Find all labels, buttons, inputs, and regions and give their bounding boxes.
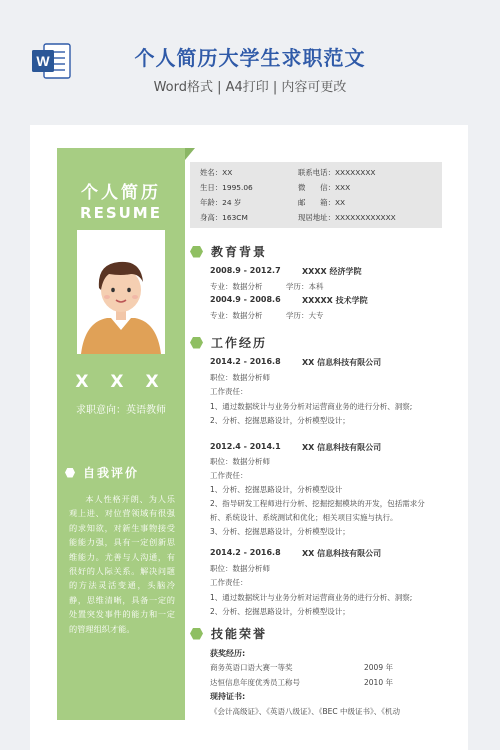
work-line: 2、分析、挖掘思路设计，分析模型设计； bbox=[210, 416, 350, 425]
certs-list: 《会计高级证》、《英语八级证》、《BEC 中级证书》、《机动 bbox=[210, 707, 401, 716]
info-row bbox=[190, 197, 442, 212]
work-line: 1、通过数据统计与业务分析对运营商业务的进行分析、洞察; bbox=[210, 593, 413, 602]
work-company: XX 信息科技有限公司 bbox=[302, 443, 382, 452]
certs-title: 现持证书: bbox=[210, 692, 246, 701]
info-right: 联系电话：XXXXXXXX bbox=[298, 168, 376, 177]
award-year: 2009 年 bbox=[364, 663, 393, 672]
work-line: 析、系统设计、系统测试和优化；相关项目实施与执行。 bbox=[210, 513, 398, 522]
hexagon-icon bbox=[190, 628, 203, 640]
info-left: 身高：163CM bbox=[200, 213, 248, 222]
work-line: 1、分析、挖掘思路设计，分析模型设计 bbox=[210, 485, 343, 494]
work-line: 2、指导研发工程师进行分析、挖掘挖掘模块的开发，包括需求分 bbox=[210, 499, 425, 508]
edu-major: 专业：数据分析 bbox=[210, 311, 263, 320]
work-position: 职位：数据分析师 bbox=[210, 457, 270, 466]
info-left: 生日：1995.06 bbox=[200, 183, 253, 192]
work-position: 职位：数据分析师 bbox=[210, 564, 270, 573]
info-right: 邮 箱：XX bbox=[298, 198, 346, 207]
job-intent: 求职意向：英语教师 bbox=[76, 405, 166, 416]
edu-date: 2004.9 - 2008.6 bbox=[210, 295, 281, 304]
basic-info-box bbox=[190, 162, 442, 228]
work-company: XX 信息科技有限公司 bbox=[302, 549, 382, 558]
work-duty: 工作责任： bbox=[210, 578, 248, 587]
work-duty: 工作责任： bbox=[210, 387, 248, 396]
info-row bbox=[190, 167, 442, 182]
resume-sidebar bbox=[57, 148, 185, 720]
info-left: 姓名：XX bbox=[200, 168, 233, 177]
page-subtitle: Word格式 | A4打印 | 内容可更改 bbox=[153, 80, 347, 95]
award-name: 商务英语口语大赛一等奖 bbox=[210, 663, 293, 672]
hexagon-icon bbox=[65, 468, 75, 478]
ribbon-fold bbox=[185, 148, 195, 160]
edu-school: XXXXX 技术学院 bbox=[302, 296, 368, 305]
edu-degree: 学历：本科 bbox=[286, 282, 324, 291]
hexagon-icon bbox=[190, 337, 203, 349]
edu-major: 专业：数据分析 bbox=[210, 282, 263, 291]
page-title: 个人简历大学生求职范文 bbox=[134, 46, 366, 70]
award-year: 2010 年 bbox=[364, 678, 393, 687]
edu-date: 2008.9 - 2012.7 bbox=[210, 266, 281, 275]
info-right: 现居地址：XXXXXXXXXXXX bbox=[298, 213, 396, 222]
skills-heading bbox=[190, 625, 267, 642]
resume-title-en: RESUME bbox=[80, 204, 162, 222]
info-row bbox=[190, 212, 442, 227]
work-date: 2012.4 - 2014.1 bbox=[210, 442, 281, 451]
work-company: XX 信息科技有限公司 bbox=[302, 358, 382, 367]
resume-title-cn: 个人简历 bbox=[81, 183, 161, 203]
self-eval-heading bbox=[65, 464, 139, 481]
avatar-illustration bbox=[77, 230, 165, 354]
avatar bbox=[77, 230, 165, 354]
svg-text:W: W bbox=[36, 53, 50, 69]
award-name: 达恒信息年度优秀员工称号 bbox=[210, 678, 300, 687]
work-duty: 工作责任： bbox=[210, 471, 248, 480]
self-eval-text: 本人性格开朗、为人乐观上进、对位营领域有很强的求知欲，对新生事物接受能能力强，具有一定创新思维能力。尤善与人沟通，有很好的人际关系。解决问题的方法灵活变通，头脑冷静，思维清晰，具备一定的处置突发事件的能力和一定的管理组织才能。 bbox=[69, 494, 175, 634]
work-date: 2014.2 - 2016.8 bbox=[210, 357, 281, 366]
self-eval-title: 自我评价 bbox=[83, 466, 140, 480]
work-line: 1、通过数据统计与业务分析对运营商业务的进行分析、洞察; bbox=[210, 402, 413, 411]
work-line: 3、分析、挖掘思路设计，分析模型设计； bbox=[210, 527, 350, 536]
skills-title: 技能荣誉 bbox=[211, 627, 268, 641]
banner bbox=[0, 0, 500, 122]
info-left: 年龄：24 岁 bbox=[200, 198, 242, 207]
info-right: 微 信：XXX bbox=[298, 183, 351, 192]
work-title: 工作经历 bbox=[211, 336, 268, 350]
work-heading bbox=[190, 334, 267, 351]
info-row bbox=[190, 182, 442, 197]
candidate-name: X X X bbox=[75, 372, 167, 392]
work-position: 职位：数据分析师 bbox=[210, 373, 270, 382]
edu-school: XXXX 经济学院 bbox=[302, 267, 362, 276]
education-heading bbox=[190, 243, 267, 260]
work-date: 2014.2 - 2016.8 bbox=[210, 548, 281, 557]
education-title: 教育背景 bbox=[211, 245, 268, 259]
awards-title: 获奖经历: bbox=[210, 649, 246, 658]
edu-degree: 学历：大专 bbox=[286, 311, 324, 320]
hexagon-icon bbox=[190, 246, 203, 258]
work-line: 2、分析、挖掘思路设计，分析模型设计； bbox=[210, 607, 350, 616]
